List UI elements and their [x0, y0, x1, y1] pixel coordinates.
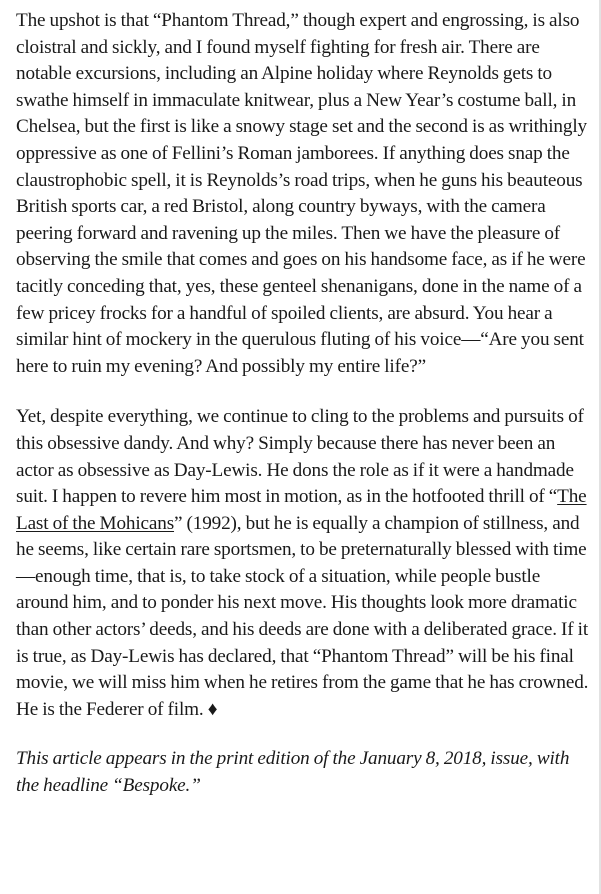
paragraph-2-text-after-link: ” (1992), but he is equally a champion of stillness, and he seems, like certain rare sportsmen, to be preternaturally blessed with time—enough time, that is, to take stock of a situation, while people bustle around him, and to ponder his next move. His thoughts look more dramatic than other actors’ deeds, and his deeds are done with a deliberated grace. If it is true, as Day-Lewis has declared, that “Phantom Thread” will be his final movie, we will miss him when he retires from the game that he has crowned. He is the Federer of film.: [16, 512, 589, 720]
article-body: [16, 8, 591, 799]
end-of-article-diamond-icon: ♦: [207, 698, 218, 720]
article-paragraph-2: [16, 404, 591, 723]
print-edition-note: This article appears in the print edition of the January 8, 2018, issue, with the headline “Bespoke.”: [16, 748, 570, 797]
last-of-the-mohicans-link[interactable]: The Last of the Mohicans: [16, 486, 587, 534]
paragraph-2-text-before-link: Yet, despite everything, we continue to cling to the problems and pursuits of this obsessive dandy. And why? Simply because there has never been an actor as obsessive as Day-Lewis. He dons the role as if it were a handmade suit. I happen to revere him most in motion, as in the hotfooted thrill of “: [16, 406, 584, 508]
article-paragraph-1: The upshot is that “Phantom Thread,” though expert and engrossing, is also cloistral and sickly, and I found myself fighting for fresh air. There are notable excursions, including an Alpine holiday where Reynolds gets to swathe himself in immaculate knitwear, plus a New Year’s costume ball, in Chelsea, but the first is like a snowy stage set and the second is as writhingly oppressive as one of Fellini’s Roman jamborees. If anything does snap the claustrophobic spell, it is Reynolds’s road trips, when he guns his beauteous British sports car, a red Bristol, along country byways, with the camera peering forward and ravening up the miles. Then we have the pleasure of observing the smile that comes and goes on his handsome face, as if he were tacitly conceding that, yes, these genteel shenanigans, done in the name of a few pricey frocks for a handful of spoiled clients, are absurd. You hear a similar hint of mockery in the querulous fluting of his voice—“Are you sent here to ruin my evening? And possibly my entire life?”: [16, 10, 587, 377]
